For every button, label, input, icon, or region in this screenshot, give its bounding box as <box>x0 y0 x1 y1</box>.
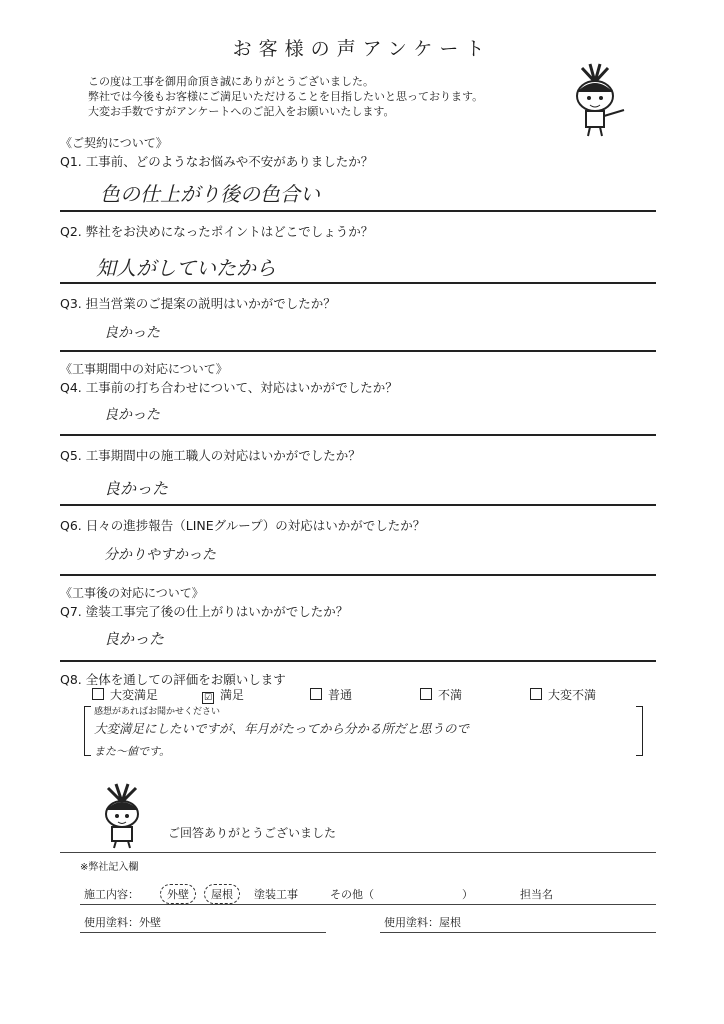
mascot-illustration <box>560 60 630 140</box>
office-heading: ※弊社記入欄 <box>80 862 139 873</box>
paint-roof: 使用塗料：屋根 <box>384 916 461 929</box>
answer-3: 良かった <box>104 325 160 341</box>
comment-line-1: 大変満足にしたいですが、年月がたってから分かる所だと思うので <box>94 721 470 736</box>
divider <box>60 434 656 436</box>
checkbox-icon[interactable] <box>420 688 432 700</box>
checkbox-icon[interactable] <box>530 688 542 700</box>
option-dissatisfied[interactable]: 不満 <box>420 686 462 703</box>
work-wall: 外壁 <box>160 884 196 904</box>
comment-prompt: 感想があればお聞かせください <box>94 707 221 717</box>
option-very-dissatisfied[interactable]: 大変不満 <box>530 686 596 703</box>
work-type: 塗装工事 <box>254 888 298 901</box>
option-very-satisfied[interactable]: 大変満足 <box>92 686 158 703</box>
question-2: Q2. 弊社をお決めになったポイントはどこでしょうか？ <box>60 224 374 239</box>
question-5: Q5. 工事期間中の施工職人の対応はいかがでしたか？ <box>60 448 361 463</box>
option-satisfied[interactable]: ☑ 満足 <box>203 688 245 703</box>
answer-6: 分かりやすかった <box>104 547 216 563</box>
comment-line-2: また～値です。 <box>94 745 171 758</box>
divider <box>60 660 656 662</box>
option-neutral[interactable]: 普通 <box>310 686 352 703</box>
work-label: 施工内容： <box>84 888 139 901</box>
question-4: Q4. 工事前の打ち合わせについて、対応はいかがでしたか？ <box>60 380 398 395</box>
mascot-illustration <box>92 782 152 850</box>
divider <box>60 574 656 576</box>
divider <box>60 504 656 506</box>
checkbox-icon[interactable] <box>92 688 104 700</box>
checkbox-icon[interactable] <box>310 688 322 700</box>
section-after: 《工事後の対応について》 <box>60 586 204 600</box>
thanks-message: ご回答ありがとうございました <box>168 826 337 840</box>
bracket-right <box>636 706 643 756</box>
question-8: Q8. 全体を通しての評価をお願いします <box>60 672 286 687</box>
answer-7: 良かった <box>104 630 165 648</box>
divider <box>80 932 326 933</box>
divider <box>60 350 656 352</box>
intro-line-1: この度は工事を御用命頂き誠にありがとうございました。 <box>88 75 374 88</box>
divider <box>60 210 656 212</box>
question-1: Q1. 工事前、どのようなお悩みや不安がありましたか？ <box>60 154 374 169</box>
divider <box>380 932 656 933</box>
checkbox-checked-icon[interactable]: ☑ <box>203 693 213 703</box>
divider <box>80 904 656 905</box>
question-7: Q7. 塗装工事完了後の仕上がりはいかがでしたか？ <box>60 604 349 619</box>
staff-label: 担当名 <box>520 888 553 901</box>
bracket-left <box>84 706 91 756</box>
answer-2: 知人がしていたから <box>96 256 276 280</box>
section-contract: 《ご契約について》 <box>60 136 168 150</box>
page-title: お客様の声アンケート <box>232 38 492 60</box>
divider <box>60 852 656 853</box>
answer-5: 良かった <box>104 479 169 498</box>
section-construction: 《工事期間中の対応について》 <box>60 362 228 376</box>
question-3: Q3. 担当営業のご提案の説明はいかがでしたか？ <box>60 296 336 311</box>
intro-line-3: 大変お手数ですがアンケートへのご記入をお願いいたします。 <box>88 105 395 118</box>
paint-wall: 使用塗料：外壁 <box>84 916 161 929</box>
answer-1: 色の仕上がり後の色合い <box>100 182 320 206</box>
work-other: その他（ ） <box>330 888 473 901</box>
divider <box>60 282 656 284</box>
question-6: Q6. 日々の進捗報告（LINEグループ）の対応はいかがでしたか？ <box>60 518 426 533</box>
intro-line-2: 弊社では今後もお客様にご満足いただけることを目指したいと思っております。 <box>88 90 484 103</box>
work-roof: 屋根 <box>204 884 240 904</box>
answer-4: 良かった <box>104 407 160 423</box>
